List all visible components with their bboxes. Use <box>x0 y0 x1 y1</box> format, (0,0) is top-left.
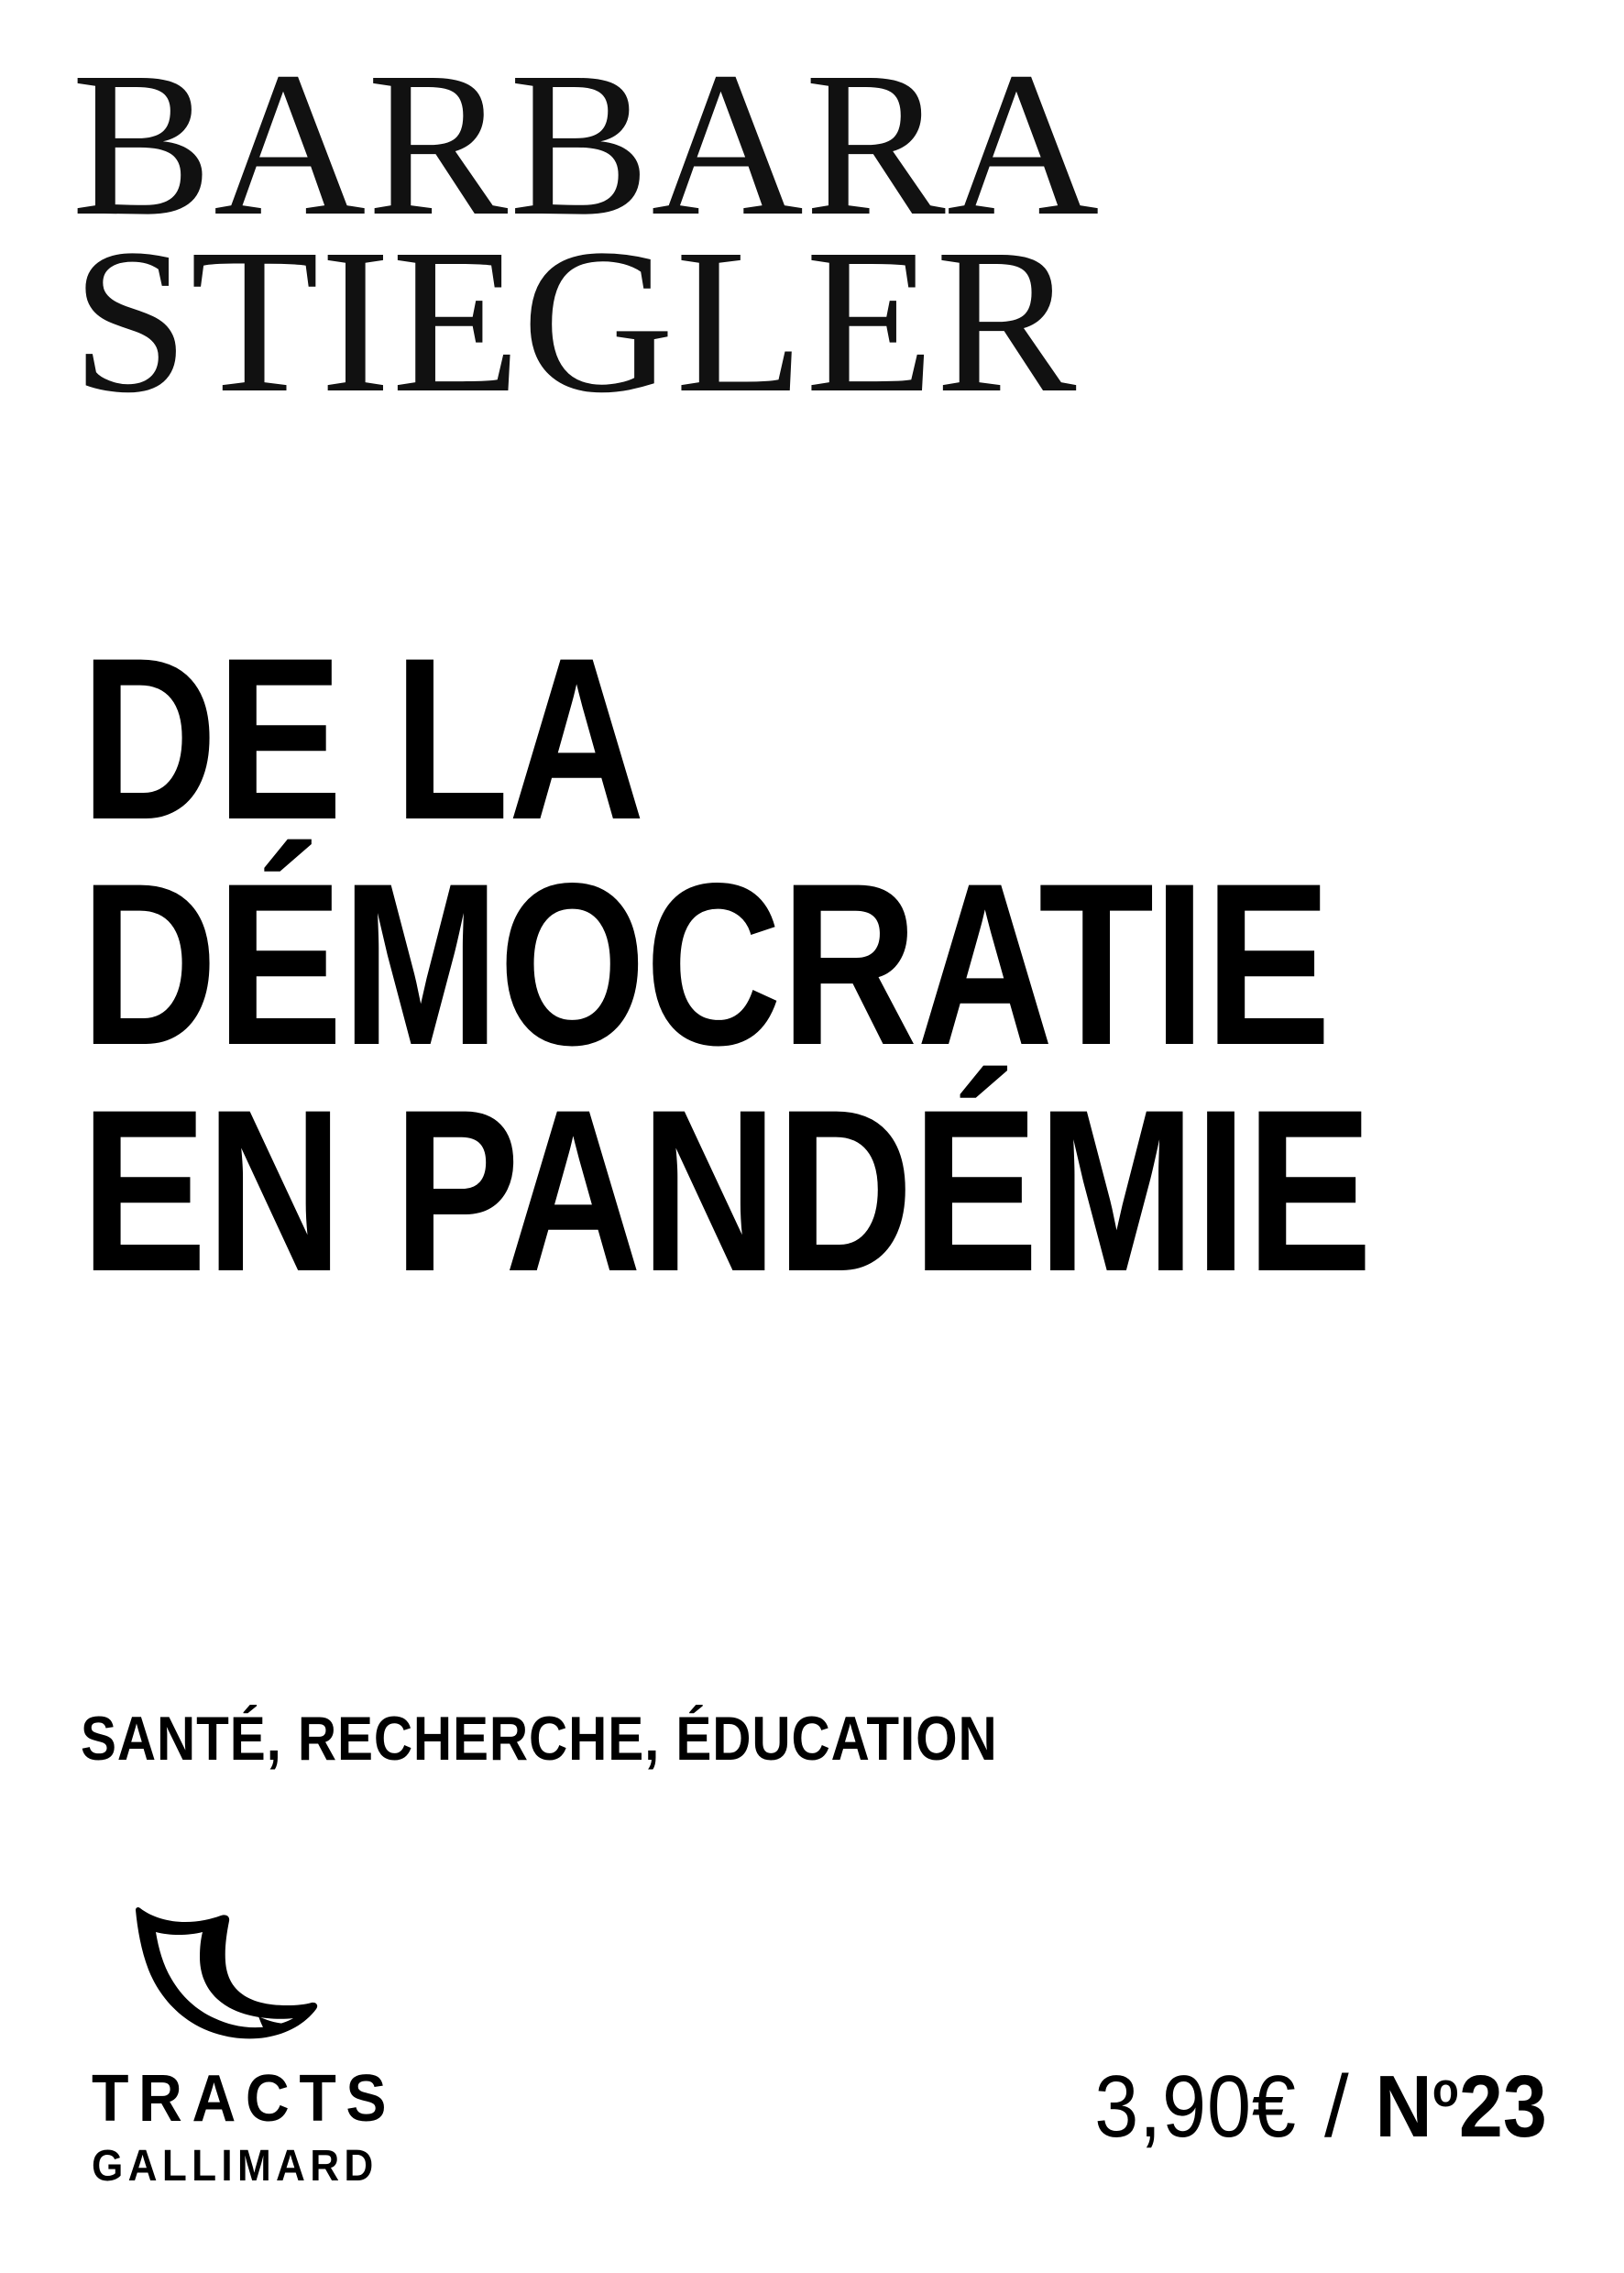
publisher-collection: TRACTS <box>92 2062 397 2136</box>
subtitle: SANTÉ, RECHERCHE, ÉDUCATION <box>81 1704 998 1773</box>
issue-number-label <box>1375 2057 1547 2158</box>
tracts-flag-logo-icon <box>104 1905 334 2060</box>
title-line-3: EN PANDÉMIE <box>81 1061 1372 1320</box>
title-line-2: DÉMOCRATIE <box>81 836 1331 1094</box>
author-first-name: BARBARA <box>71 29 1101 258</box>
title-block <box>81 610 1565 1320</box>
author-last-name: STIEGLER <box>71 206 1078 436</box>
publisher-house: GALLIMARD <box>92 2142 379 2191</box>
publisher-block <box>92 1905 440 2189</box>
price-label: 3,90€ <box>1094 2058 1297 2156</box>
issue-prefix: N <box>1375 2058 1432 2156</box>
price-issue-block <box>1083 2057 1556 2158</box>
title-line-1: DE LA <box>81 610 644 868</box>
author-block <box>71 29 1565 436</box>
issue-value: 23 <box>1458 2058 1547 2156</box>
issue-superscript: o <box>1432 2063 1459 2117</box>
separator-slash: / <box>1323 2058 1349 2156</box>
